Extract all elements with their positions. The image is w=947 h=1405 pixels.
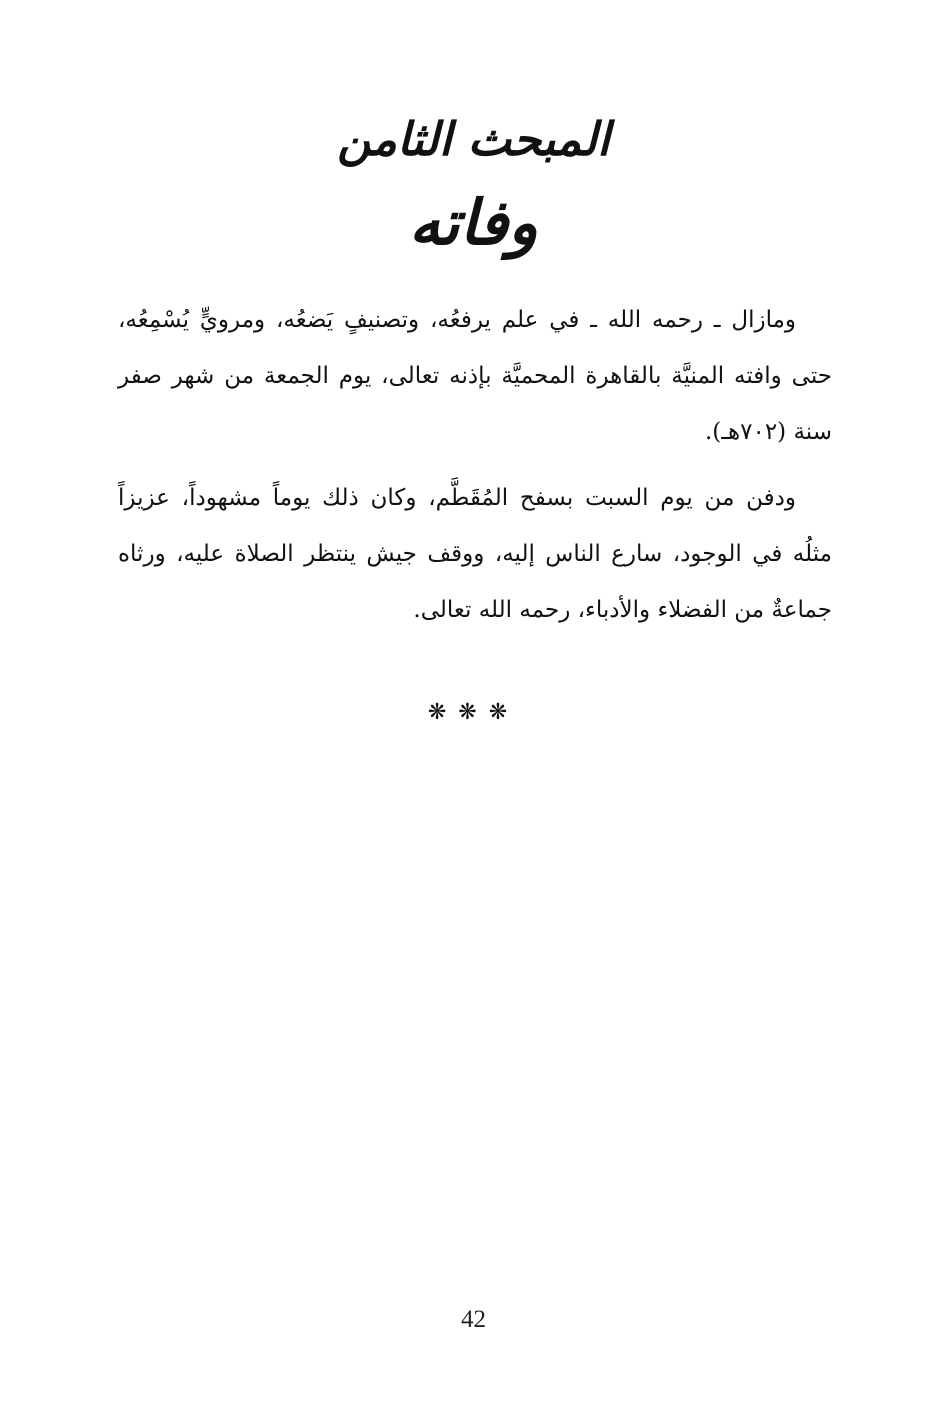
section-separator: ❋❋❋ [427,700,520,725]
body-text [118,292,832,648]
paragraph-1: ومازال ـ رحمه الله ـ في علم يرفعُه، وتصنيفٍ يَضعُه، ومرويٍّ يُسْمِعُه، حتى وافته المنيَّة بالقاهرة المحميَّة بإذنه تعالى، يوم الجمعة من شهر صفر سنة (٧٠٢هـ). [118,307,832,445]
page-number: 42 [461,1306,486,1333]
chapter-heading [0,100,947,268]
section-label: المبحث الثامن [337,112,610,166]
paragraph-2: ودفن من يوم السبت بسفح المُقَطَّم، وكان ذلك يوماً مشهوداً، عزيزاً مثلُه في الوجود، سارع الناس إليه، ووقف جيش ينتظر الصلاة عليه، ورثاه جماعةٌ من الفضلاء والأدباء، رحمه الله تعالى. [118,485,832,623]
section-title: وفاته [409,186,538,259]
